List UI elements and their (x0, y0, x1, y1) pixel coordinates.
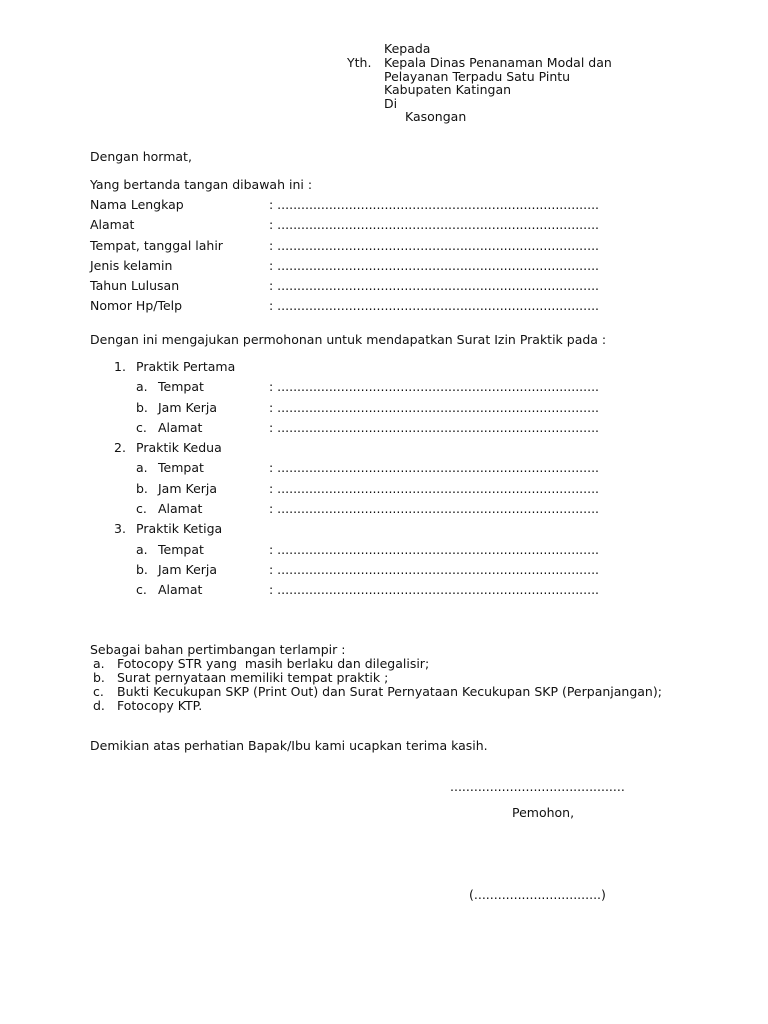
attachment-text: Fotocopy STR yang masih berlaku dan dilegalisir; (117, 656, 430, 671)
field-label: Jenis kelamin (90, 258, 173, 273)
practice-title: Praktik Pertama (136, 359, 236, 374)
sub-item-letter: b. (136, 400, 148, 415)
attachment-letter: c. (93, 684, 104, 699)
attachment-letter: b. (93, 670, 105, 685)
attachment-text: Fotocopy KTP. (117, 698, 203, 713)
attachment-text: Bukti Kecukupan SKP (Print Out) dan Surat Pernyataan Kecukupan SKP (Perpanjangan); (117, 684, 662, 699)
attachment-letter: d. (93, 698, 105, 713)
sub-item-label: Tempat (158, 542, 204, 557)
field-fill-line: : ................................................................................. (269, 217, 600, 232)
attachment-letter: a. (93, 656, 105, 671)
signature-date-line: ............................................ (450, 779, 625, 794)
field-label: Tempat, tanggal lahir (90, 238, 223, 253)
sub-item-letter: c. (136, 420, 147, 435)
field-fill-line: : ................................................................................. (269, 298, 600, 313)
field-fill-line: : ................................................................................. (269, 379, 600, 394)
practice-number: 3. (114, 521, 126, 536)
field-label: Nama Lengkap (90, 197, 184, 212)
attachments-title: Sebagai bahan pertimbangan terlampir : (90, 642, 346, 657)
field-fill-line: : ................................................................................. (269, 542, 600, 557)
field-label: Nomor Hp/Telp (90, 298, 183, 313)
field-fill-line: : ................................................................................. (269, 278, 600, 293)
field-label: Alamat (90, 217, 135, 232)
sub-item-label: Tempat (158, 460, 204, 475)
applicant-label: Pemohon, (512, 805, 575, 820)
field-label: Tahun Lulusan (90, 278, 180, 293)
sub-item-label: Jam Kerja (158, 400, 218, 415)
attachment-text: Surat pernyataan memiliki tempat praktik ; (117, 670, 389, 685)
practice-number: 2. (114, 440, 126, 455)
address-yth: Yth. (347, 55, 372, 70)
intro-text: Yang bertanda tangan dibawah ini : (90, 177, 313, 192)
address-di: Di (384, 96, 398, 111)
field-fill-line: : ................................................................................. (269, 501, 600, 516)
sub-item-label: Jam Kerja (158, 562, 218, 577)
sub-item-label: Alamat (158, 420, 203, 435)
address-kepada: Kepada (384, 41, 431, 56)
sub-item-label: Tempat (158, 379, 204, 394)
address-city: Kasongan (405, 109, 467, 124)
sub-item-letter: b. (136, 481, 148, 496)
request-text: Dengan ini mengajukan permohonan untuk mendapatkan Surat Izin Praktik pada : (90, 332, 607, 347)
field-fill-line: : ................................................................................. (269, 258, 600, 273)
address-line-1: Kepala Dinas Penanaman Modal dan (384, 55, 612, 70)
signature-name-line: (................................) (469, 887, 606, 902)
practice-title: Praktik Kedua (136, 440, 222, 455)
sub-item-letter: b. (136, 562, 148, 577)
greeting: Dengan hormat, (90, 149, 192, 164)
address-line-2: Pelayanan Terpadu Satu Pintu (384, 69, 571, 84)
address-line-3: Kabupaten Katingan (384, 82, 512, 97)
sub-item-letter: a. (136, 379, 148, 394)
sub-item-letter: a. (136, 460, 148, 475)
field-fill-line: : ................................................................................. (269, 460, 600, 475)
field-fill-line: : ................................................................................. (269, 420, 600, 435)
sub-item-letter: c. (136, 582, 147, 597)
field-fill-line: : ................................................................................. (269, 238, 600, 253)
sub-item-label: Alamat (158, 582, 203, 597)
practice-number: 1. (114, 359, 126, 374)
sub-item-label: Jam Kerja (158, 481, 218, 496)
closing-text: Demikian atas perhatian Bapak/Ibu kami ucapkan terima kasih. (90, 738, 488, 753)
practice-title: Praktik Ketiga (136, 521, 223, 536)
field-fill-line: : ................................................................................. (269, 197, 600, 212)
sub-item-letter: c. (136, 501, 147, 516)
field-fill-line: : ................................................................................. (269, 562, 600, 577)
sub-item-label: Alamat (158, 501, 203, 516)
field-fill-line: : ................................................................................. (269, 400, 600, 415)
field-fill-line: : ................................................................................. (269, 582, 600, 597)
field-fill-line: : ................................................................................. (269, 481, 600, 496)
sub-item-letter: a. (136, 542, 148, 557)
